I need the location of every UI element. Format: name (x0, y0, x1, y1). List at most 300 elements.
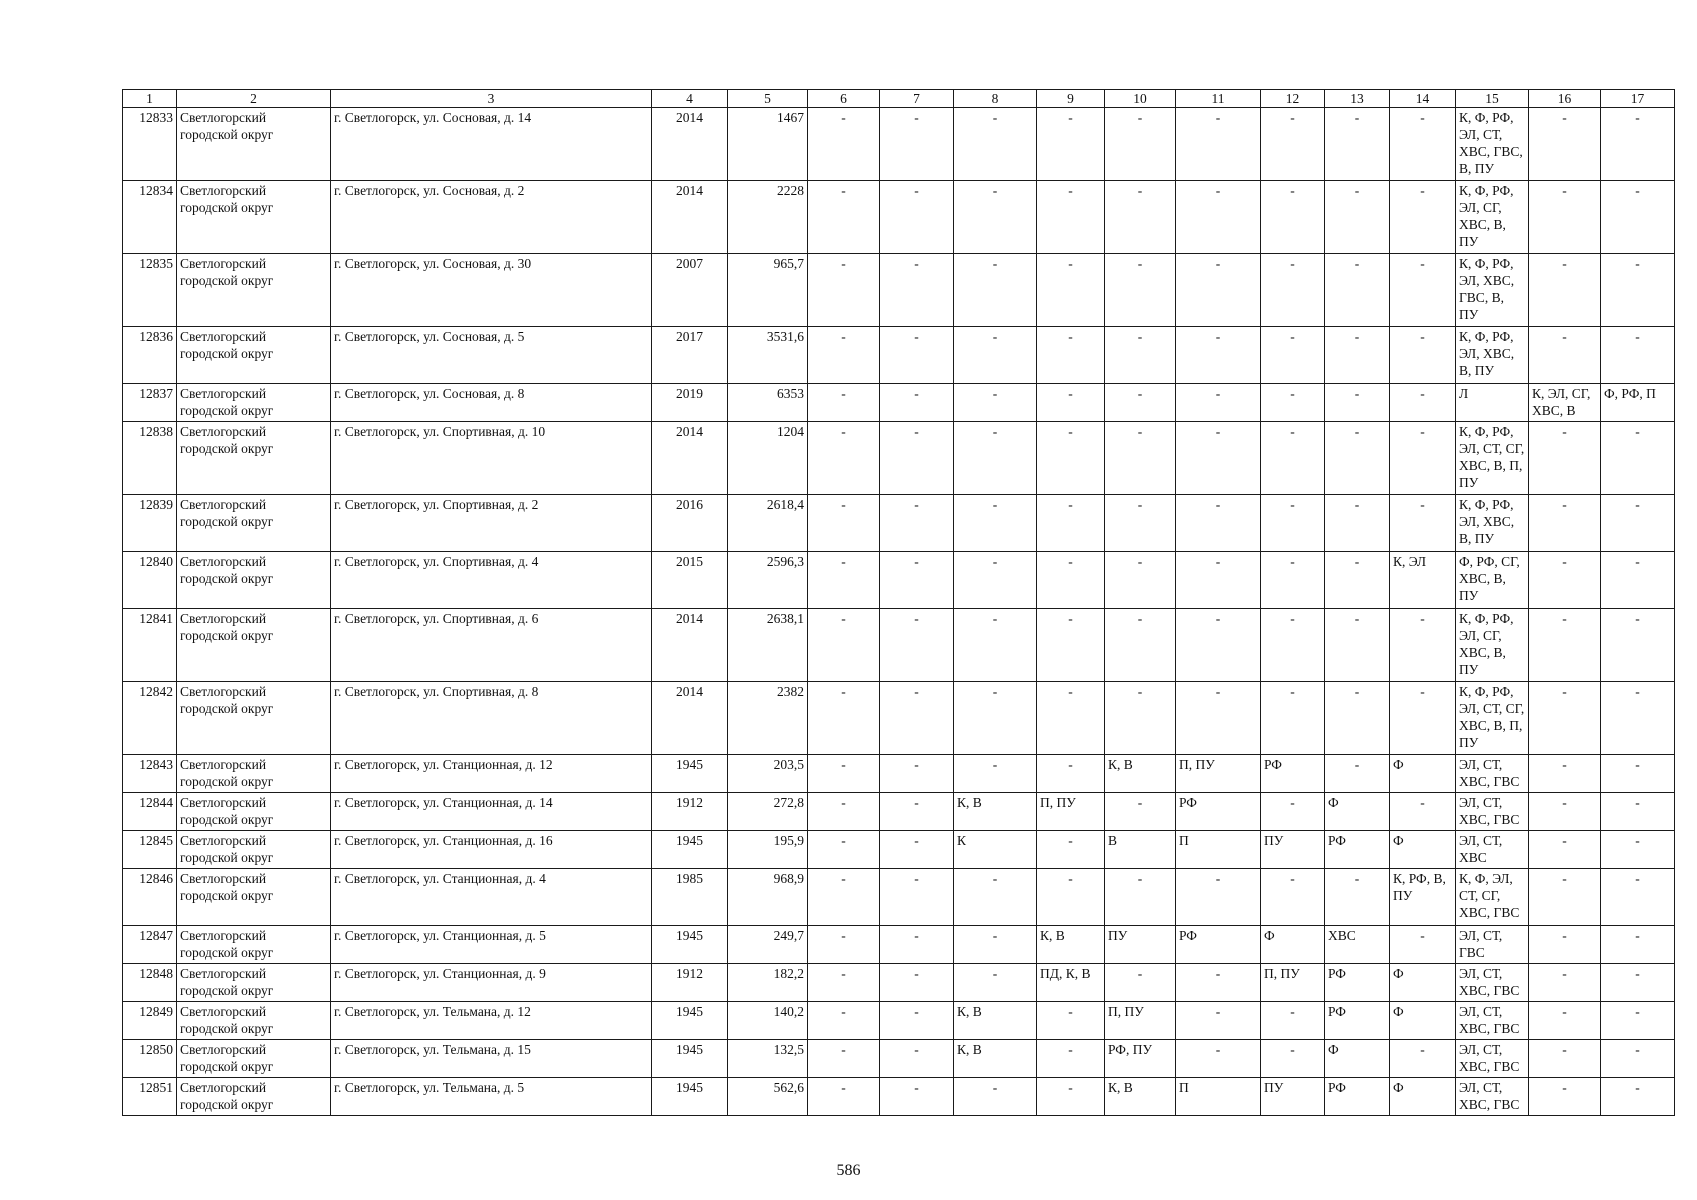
record-id-cell: 12842 (123, 682, 177, 755)
col-6-cell: - (808, 254, 880, 327)
col-13-cell: - (1325, 181, 1390, 254)
col-11-cell: - (1176, 964, 1261, 1002)
col-6-cell: - (808, 1002, 880, 1040)
col-14-cell: К, ЭЛ (1390, 552, 1456, 609)
col-12-cell: Ф (1261, 926, 1325, 964)
col-8-cell: - (954, 1078, 1037, 1116)
col-11-cell: - (1176, 327, 1261, 384)
column-header-8: 8 (954, 90, 1037, 108)
col-10-cell: - (1105, 793, 1176, 831)
col-7-cell: - (880, 384, 954, 422)
col-8-cell: - (954, 609, 1037, 682)
col-6-cell: - (808, 327, 880, 384)
col-16-cell: - (1529, 682, 1601, 755)
col-7-cell: - (880, 964, 954, 1002)
col-9-cell: - (1037, 869, 1105, 926)
table-row (123, 254, 1675, 327)
address-cell: г. Светлогорск, ул. Сосновая, д. 5 (331, 327, 652, 384)
col-17-cell: - (1601, 1078, 1675, 1116)
column-header-1: 1 (123, 90, 177, 108)
col-12-cell: РФ (1261, 755, 1325, 793)
col-6-cell: - (808, 552, 880, 609)
year-built-cell: 1945 (652, 755, 728, 793)
col-7-cell: - (880, 422, 954, 495)
record-id-cell: 12848 (123, 964, 177, 1002)
col-6-cell: - (808, 755, 880, 793)
col-9-cell: - (1037, 755, 1105, 793)
col-6-cell: - (808, 682, 880, 755)
col-16-cell: - (1529, 926, 1601, 964)
record-id-cell: 12836 (123, 327, 177, 384)
col-10-cell: В (1105, 831, 1176, 869)
col-14-cell: Ф (1390, 755, 1456, 793)
col-15-works-cell: ЭЛ, СТ, ХВС, ГВС (1456, 1002, 1529, 1040)
year-built-cell: 2015 (652, 552, 728, 609)
col-16-cell: - (1529, 1078, 1601, 1116)
col-6-cell: - (808, 495, 880, 552)
column-header-13: 13 (1325, 90, 1390, 108)
year-built-cell: 2014 (652, 422, 728, 495)
column-header-17: 17 (1601, 90, 1675, 108)
col-12-cell: - (1261, 682, 1325, 755)
col-8-cell: К, В (954, 1002, 1037, 1040)
col-14-cell: - (1390, 682, 1456, 755)
col-16-cell: - (1529, 609, 1601, 682)
col-11-cell: - (1176, 384, 1261, 422)
table-row (123, 869, 1675, 926)
column-header-15: 15 (1456, 90, 1529, 108)
col-9-cell: ПД, К, В (1037, 964, 1105, 1002)
col-11-cell: П (1176, 831, 1261, 869)
col-7-cell: - (880, 108, 954, 181)
col-11-cell: - (1176, 108, 1261, 181)
col-17-cell: - (1601, 327, 1675, 384)
col-12-cell: - (1261, 609, 1325, 682)
address-cell: г. Светлогорск, ул. Станционная, д. 14 (331, 793, 652, 831)
col-8-cell: К, В (954, 793, 1037, 831)
col-9-cell: П, ПУ (1037, 793, 1105, 831)
record-id-cell: 12841 (123, 609, 177, 682)
col-10-cell: К, В (1105, 755, 1176, 793)
col-10-cell: - (1105, 384, 1176, 422)
municipality-cell: Светлогорский городской округ (177, 422, 331, 495)
area-cell: 968,9 (728, 869, 808, 926)
col-7-cell: - (880, 254, 954, 327)
col-16-cell: - (1529, 181, 1601, 254)
col-8-cell: - (954, 181, 1037, 254)
col-6-cell: - (808, 869, 880, 926)
col-12-cell: - (1261, 1040, 1325, 1078)
col-8-cell: - (954, 495, 1037, 552)
col-7-cell: - (880, 793, 954, 831)
col-12-cell: - (1261, 869, 1325, 926)
municipality-cell: Светлогорский городской округ (177, 181, 331, 254)
col-7-cell: - (880, 755, 954, 793)
municipality-cell: Светлогорский городской округ (177, 793, 331, 831)
municipality-cell: Светлогорский городской округ (177, 108, 331, 181)
col-9-cell: - (1037, 254, 1105, 327)
year-built-cell: 2014 (652, 108, 728, 181)
year-built-cell: 1945 (652, 1078, 728, 1116)
municipality-cell: Светлогорский городской округ (177, 831, 331, 869)
table-row (123, 609, 1675, 682)
area-cell: 140,2 (728, 1002, 808, 1040)
table-row (123, 384, 1675, 422)
address-cell: г. Светлогорск, ул. Станционная, д. 5 (331, 926, 652, 964)
column-header-14: 14 (1390, 90, 1456, 108)
col-17-cell: - (1601, 964, 1675, 1002)
area-cell: 203,5 (728, 755, 808, 793)
address-cell: г. Светлогорск, ул. Сосновая, д. 14 (331, 108, 652, 181)
page-number: 586 (836, 1162, 861, 1179)
col-7-cell: - (880, 495, 954, 552)
address-cell: г. Светлогорск, ул. Спортивная, д. 6 (331, 609, 652, 682)
col-6-cell: - (808, 1040, 880, 1078)
col-16-cell: - (1529, 755, 1601, 793)
col-13-cell: - (1325, 552, 1390, 609)
col-8-cell: - (954, 108, 1037, 181)
col-11-cell: - (1176, 422, 1261, 495)
col-6-cell: - (808, 609, 880, 682)
col-6-cell: - (808, 1078, 880, 1116)
col-10-cell: - (1105, 609, 1176, 682)
col-16-cell: - (1529, 422, 1601, 495)
column-header-6: 6 (808, 90, 880, 108)
col-14-cell: - (1390, 495, 1456, 552)
col-14-cell: - (1390, 254, 1456, 327)
address-cell: г. Светлогорск, ул. Спортивная, д. 10 (331, 422, 652, 495)
col-17-cell: - (1601, 926, 1675, 964)
col-10-cell: - (1105, 327, 1176, 384)
record-id-cell: 12834 (123, 181, 177, 254)
col-15-works-cell: ЭЛ, СТ, ХВС, ГВС (1456, 964, 1529, 1002)
col-13-cell: РФ (1325, 1002, 1390, 1040)
col-9-cell: - (1037, 422, 1105, 495)
col-16-cell: К, ЭЛ, СГ, ХВС, В (1529, 384, 1601, 422)
col-17-cell: - (1601, 422, 1675, 495)
column-header-10: 10 (1105, 90, 1176, 108)
col-16-cell: - (1529, 552, 1601, 609)
col-8-cell: К (954, 831, 1037, 869)
col-10-cell: - (1105, 964, 1176, 1002)
col-8-cell: - (954, 964, 1037, 1002)
col-6-cell: - (808, 181, 880, 254)
record-id-cell: 12845 (123, 831, 177, 869)
address-cell: г. Светлогорск, ул. Станционная, д. 16 (331, 831, 652, 869)
year-built-cell: 1945 (652, 1002, 728, 1040)
col-15-works-cell: ЭЛ, СТ, ХВС, ГВС (1456, 793, 1529, 831)
col-11-cell: - (1176, 254, 1261, 327)
area-cell: 2596,3 (728, 552, 808, 609)
col-12-cell: - (1261, 793, 1325, 831)
col-10-cell: - (1105, 682, 1176, 755)
year-built-cell: 1945 (652, 926, 728, 964)
col-15-works-cell: К, Ф, РФ, ЭЛ, ХВС, В, ПУ (1456, 495, 1529, 552)
col-17-cell: - (1601, 793, 1675, 831)
col-12-cell: - (1261, 254, 1325, 327)
table-row (123, 831, 1675, 869)
municipality-cell: Светлогорский городской округ (177, 869, 331, 926)
col-8-cell: - (954, 682, 1037, 755)
col-12-cell: ПУ (1261, 1078, 1325, 1116)
col-17-cell: - (1601, 181, 1675, 254)
col-17-cell: - (1601, 831, 1675, 869)
address-cell: г. Светлогорск, ул. Сосновая, д. 30 (331, 254, 652, 327)
col-7-cell: - (880, 181, 954, 254)
col-14-cell: - (1390, 384, 1456, 422)
column-header-4: 4 (652, 90, 728, 108)
column-header-7: 7 (880, 90, 954, 108)
table-body (123, 108, 1675, 1116)
col-12-cell: - (1261, 552, 1325, 609)
col-16-cell: - (1529, 964, 1601, 1002)
record-id-cell: 12833 (123, 108, 177, 181)
col-10-cell: - (1105, 181, 1176, 254)
col-13-cell: - (1325, 755, 1390, 793)
col-13-cell: - (1325, 495, 1390, 552)
municipality-cell: Светлогорский городской округ (177, 755, 331, 793)
table-row (123, 1078, 1675, 1116)
col-15-works-cell: ЭЛ, СТ, ХВС, ГВС (1456, 1040, 1529, 1078)
col-8-cell: - (954, 755, 1037, 793)
column-header-3: 3 (331, 90, 652, 108)
col-15-works-cell: ЭЛ, СТ, ХВС, ГВС (1456, 755, 1529, 793)
table-row (123, 108, 1675, 181)
col-11-cell: - (1176, 181, 1261, 254)
col-14-cell: Ф (1390, 1002, 1456, 1040)
col-9-cell: - (1037, 384, 1105, 422)
col-10-cell: - (1105, 108, 1176, 181)
record-id-cell: 12846 (123, 869, 177, 926)
col-8-cell: - (954, 384, 1037, 422)
col-8-cell: - (954, 869, 1037, 926)
table-row (123, 181, 1675, 254)
col-15-works-cell: К, Ф, РФ, ЭЛ, СГ, ХВС, В, ПУ (1456, 609, 1529, 682)
col-11-cell: - (1176, 682, 1261, 755)
col-17-cell: Ф, РФ, П (1601, 384, 1675, 422)
col-13-cell: Ф (1325, 793, 1390, 831)
year-built-cell: 2016 (652, 495, 728, 552)
area-cell: 6353 (728, 384, 808, 422)
address-cell: г. Светлогорск, ул. Станционная, д. 12 (331, 755, 652, 793)
col-16-cell: - (1529, 495, 1601, 552)
table-row (123, 422, 1675, 495)
table-row (123, 926, 1675, 964)
housing-registry-table (122, 89, 1675, 1116)
col-17-cell: - (1601, 254, 1675, 327)
table-row (123, 1002, 1675, 1040)
column-header-11: 11 (1176, 90, 1261, 108)
address-cell: г. Светлогорск, ул. Станционная, д. 4 (331, 869, 652, 926)
col-12-cell: - (1261, 108, 1325, 181)
record-id-cell: 12835 (123, 254, 177, 327)
col-10-cell: - (1105, 254, 1176, 327)
col-9-cell: - (1037, 609, 1105, 682)
year-built-cell: 1945 (652, 831, 728, 869)
col-6-cell: - (808, 384, 880, 422)
col-9-cell: - (1037, 1002, 1105, 1040)
area-cell: 3531,6 (728, 327, 808, 384)
col-13-cell: Ф (1325, 1040, 1390, 1078)
col-14-cell: - (1390, 793, 1456, 831)
col-14-cell: - (1390, 108, 1456, 181)
col-15-works-cell: ЭЛ, СТ, ГВС (1456, 926, 1529, 964)
record-id-cell: 12850 (123, 1040, 177, 1078)
col-10-cell: - (1105, 552, 1176, 609)
record-id-cell: 12839 (123, 495, 177, 552)
col-16-cell: - (1529, 869, 1601, 926)
col-11-cell: - (1176, 495, 1261, 552)
col-17-cell: - (1601, 108, 1675, 181)
col-9-cell: - (1037, 181, 1105, 254)
col-9-cell: - (1037, 552, 1105, 609)
col-16-cell: - (1529, 254, 1601, 327)
table-row (123, 793, 1675, 831)
col-8-cell: - (954, 327, 1037, 384)
col-15-works-cell: К, Ф, РФ, ЭЛ, СТ, ХВС, ГВС, В, ПУ (1456, 108, 1529, 181)
col-15-works-cell: Л (1456, 384, 1529, 422)
col-11-cell: РФ (1176, 926, 1261, 964)
col-13-cell: - (1325, 869, 1390, 926)
col-9-cell: К, В (1037, 926, 1105, 964)
record-id-cell: 12851 (123, 1078, 177, 1116)
col-16-cell: - (1529, 1040, 1601, 1078)
address-cell: г. Светлогорск, ул. Сосновая, д. 2 (331, 181, 652, 254)
col-15-works-cell: К, Ф, РФ, ЭЛ, ХВС, В, ПУ (1456, 327, 1529, 384)
col-7-cell: - (880, 869, 954, 926)
municipality-cell: Светлогорский городской округ (177, 254, 331, 327)
col-17-cell: - (1601, 495, 1675, 552)
column-header-5: 5 (728, 90, 808, 108)
col-7-cell: - (880, 1078, 954, 1116)
year-built-cell: 2014 (652, 609, 728, 682)
col-9-cell: - (1037, 495, 1105, 552)
col-11-cell: - (1176, 869, 1261, 926)
table-row (123, 327, 1675, 384)
col-9-cell: - (1037, 327, 1105, 384)
area-cell: 562,6 (728, 1078, 808, 1116)
col-15-works-cell: К, Ф, РФ, ЭЛ, СГ, ХВС, В, ПУ (1456, 181, 1529, 254)
col-6-cell: - (808, 108, 880, 181)
municipality-cell: Светлогорский городской округ (177, 926, 331, 964)
col-14-cell: - (1390, 422, 1456, 495)
col-9-cell: - (1037, 682, 1105, 755)
municipality-cell: Светлогорский городской округ (177, 552, 331, 609)
col-12-cell: - (1261, 422, 1325, 495)
area-cell: 2382 (728, 682, 808, 755)
column-header-12: 12 (1261, 90, 1325, 108)
col-10-cell: РФ, ПУ (1105, 1040, 1176, 1078)
col-6-cell: - (808, 964, 880, 1002)
table-row (123, 495, 1675, 552)
municipality-cell: Светлогорский городской округ (177, 384, 331, 422)
col-7-cell: - (880, 1002, 954, 1040)
area-cell: 1467 (728, 108, 808, 181)
address-cell: г. Светлогорск, ул. Спортивная, д. 4 (331, 552, 652, 609)
col-13-cell: - (1325, 327, 1390, 384)
area-cell: 2638,1 (728, 609, 808, 682)
col-14-cell: К, РФ, В, ПУ (1390, 869, 1456, 926)
area-cell: 272,8 (728, 793, 808, 831)
col-15-works-cell: К, Ф, РФ, ЭЛ, СТ, СГ, ХВС, В, П, ПУ (1456, 682, 1529, 755)
col-6-cell: - (808, 926, 880, 964)
col-13-cell: - (1325, 254, 1390, 327)
municipality-cell: Светлогорский городской округ (177, 682, 331, 755)
col-8-cell: - (954, 926, 1037, 964)
record-id-cell: 12840 (123, 552, 177, 609)
area-cell: 2618,4 (728, 495, 808, 552)
year-built-cell: 1945 (652, 1040, 728, 1078)
col-11-cell: - (1176, 609, 1261, 682)
address-cell: г. Светлогорск, ул. Тельмана, д. 5 (331, 1078, 652, 1116)
column-header-2: 2 (177, 90, 331, 108)
col-11-cell: - (1176, 1002, 1261, 1040)
col-10-cell: П, ПУ (1105, 1002, 1176, 1040)
col-17-cell: - (1601, 755, 1675, 793)
col-11-cell: П, ПУ (1176, 755, 1261, 793)
col-15-works-cell: ЭЛ, СТ, ХВС, ГВС (1456, 1078, 1529, 1116)
municipality-cell: Светлогорский городской округ (177, 495, 331, 552)
col-8-cell: - (954, 254, 1037, 327)
col-15-works-cell: Ф, РФ, СГ, ХВС, В, ПУ (1456, 552, 1529, 609)
year-built-cell: 1985 (652, 869, 728, 926)
col-7-cell: - (880, 1040, 954, 1078)
record-id-cell: 12837 (123, 384, 177, 422)
year-built-cell: 2017 (652, 327, 728, 384)
col-12-cell: П, ПУ (1261, 964, 1325, 1002)
area-cell: 2228 (728, 181, 808, 254)
col-13-cell: - (1325, 384, 1390, 422)
col-10-cell: - (1105, 422, 1176, 495)
col-12-cell: - (1261, 384, 1325, 422)
col-12-cell: - (1261, 181, 1325, 254)
municipality-cell: Светлогорский городской округ (177, 964, 331, 1002)
address-cell: г. Светлогорск, ул. Сосновая, д. 8 (331, 384, 652, 422)
col-11-cell: - (1176, 552, 1261, 609)
col-16-cell: - (1529, 1002, 1601, 1040)
year-built-cell: 2019 (652, 384, 728, 422)
col-16-cell: - (1529, 108, 1601, 181)
municipality-cell: Светлогорский городской округ (177, 609, 331, 682)
col-13-cell: - (1325, 422, 1390, 495)
record-id-cell: 12838 (123, 422, 177, 495)
area-cell: 1204 (728, 422, 808, 495)
area-cell: 965,7 (728, 254, 808, 327)
col-13-cell: РФ (1325, 964, 1390, 1002)
col-10-cell: ПУ (1105, 926, 1176, 964)
col-9-cell: - (1037, 108, 1105, 181)
col-14-cell: Ф (1390, 964, 1456, 1002)
address-cell: г. Светлогорск, ул. Тельмана, д. 12 (331, 1002, 652, 1040)
col-12-cell: ПУ (1261, 831, 1325, 869)
col-17-cell: - (1601, 609, 1675, 682)
col-16-cell: - (1529, 831, 1601, 869)
col-15-works-cell: К, Ф, ЭЛ, СТ, СГ, ХВС, ГВС (1456, 869, 1529, 926)
area-cell: 182,2 (728, 964, 808, 1002)
col-16-cell: - (1529, 327, 1601, 384)
record-id-cell: 12844 (123, 793, 177, 831)
col-17-cell: - (1601, 1002, 1675, 1040)
col-13-cell: ХВС (1325, 926, 1390, 964)
col-15-works-cell: К, Ф, РФ, ЭЛ, СТ, СГ, ХВС, В, П, ПУ (1456, 422, 1529, 495)
col-13-cell: РФ (1325, 1078, 1390, 1116)
col-12-cell: - (1261, 327, 1325, 384)
address-cell: г. Светлогорск, ул. Спортивная, д. 2 (331, 495, 652, 552)
col-9-cell: - (1037, 1040, 1105, 1078)
column-header-9: 9 (1037, 90, 1105, 108)
col-14-cell: Ф (1390, 1078, 1456, 1116)
table-row (123, 682, 1675, 755)
